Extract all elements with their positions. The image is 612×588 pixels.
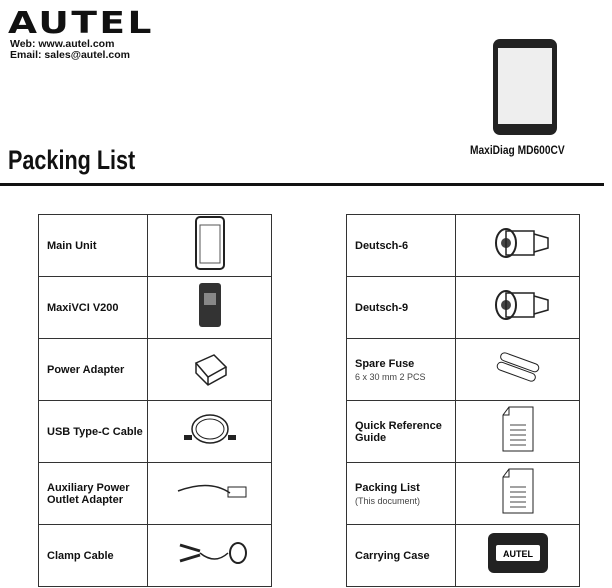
item-image-cell [148,215,272,277]
case-icon [473,525,563,581]
item-name: Quick Reference Guide [355,419,442,444]
connector-icon [473,215,563,271]
item-image-cell [456,215,580,277]
item-name: Packing List [355,481,420,494]
item-name: Auxiliary Power Outlet Adapter [47,481,130,506]
packing-row [39,401,272,463]
packing-row [39,463,272,525]
item-image-cell [148,525,272,587]
doc-icon [473,401,563,457]
item-detail: 6 x 30 mm 2 PCS [355,371,426,382]
item-name: MaxiVCI V200 [47,301,119,314]
case-logo: AUTEL [502,549,533,559]
item-image-cell [456,277,580,339]
item-image-cell [456,339,580,401]
item-name-cell [39,339,148,401]
title-rule [0,183,604,186]
item-name: Deutsch-6 [355,239,409,252]
doc-icon [473,463,563,519]
web-address: Web: www.autel.com [10,38,115,50]
item-name: Spare Fuse [355,357,415,370]
item-name: Clamp Cable [47,549,114,562]
clamp-icon [165,525,255,581]
email-address: Email: sales@autel.com [10,49,130,61]
item-image-cell [456,463,580,525]
contact-info [10,39,130,61]
device-image [492,38,558,136]
item-name-cell [347,525,456,587]
connector-icon [473,277,563,333]
item-detail: (This document) [355,495,421,506]
item-name: Power Adapter [47,363,125,376]
item-name-cell [347,339,456,401]
item-name-cell [39,401,148,463]
item-name: Deutsch-9 [355,301,409,314]
fuse-icon [473,339,563,395]
item-name-cell [347,277,456,339]
item-image-cell [148,277,272,339]
packing-table-right [346,214,580,587]
packing-row [39,525,272,587]
page-title: Packing List [8,145,136,175]
vci-icon [165,277,255,333]
item-name-cell [347,401,456,463]
item-name-cell [39,463,148,525]
adapter-icon [165,339,255,395]
packing-row [39,277,272,339]
item-name-cell [39,277,148,339]
packing-row [39,339,272,401]
autel-logo: AUTEL [8,6,154,41]
item-image-cell [148,463,272,525]
item-image-cell [456,525,580,587]
packing-table-left [38,214,272,587]
item-image-cell [456,401,580,463]
item-name: Carrying Case [355,549,430,562]
aux-icon [165,463,255,519]
packing-row [347,339,580,401]
item-name-cell [347,215,456,277]
item-image-cell [148,339,272,401]
item-name: USB Type-C Cable [47,425,143,438]
cable-icon [165,401,255,457]
packing-row [39,215,272,277]
packing-row [347,277,580,339]
item-image-cell [148,401,272,463]
item-name-cell [39,215,148,277]
item-name-cell [347,463,456,525]
tablet-icon [165,215,255,271]
item-name: Main Unit [47,239,97,252]
model-name: MaxiDiag MD600CV [470,143,565,157]
packing-row [347,463,580,525]
packing-row [347,525,580,587]
packing-row [347,215,580,277]
packing-row [347,401,580,463]
item-name-cell [39,525,148,587]
